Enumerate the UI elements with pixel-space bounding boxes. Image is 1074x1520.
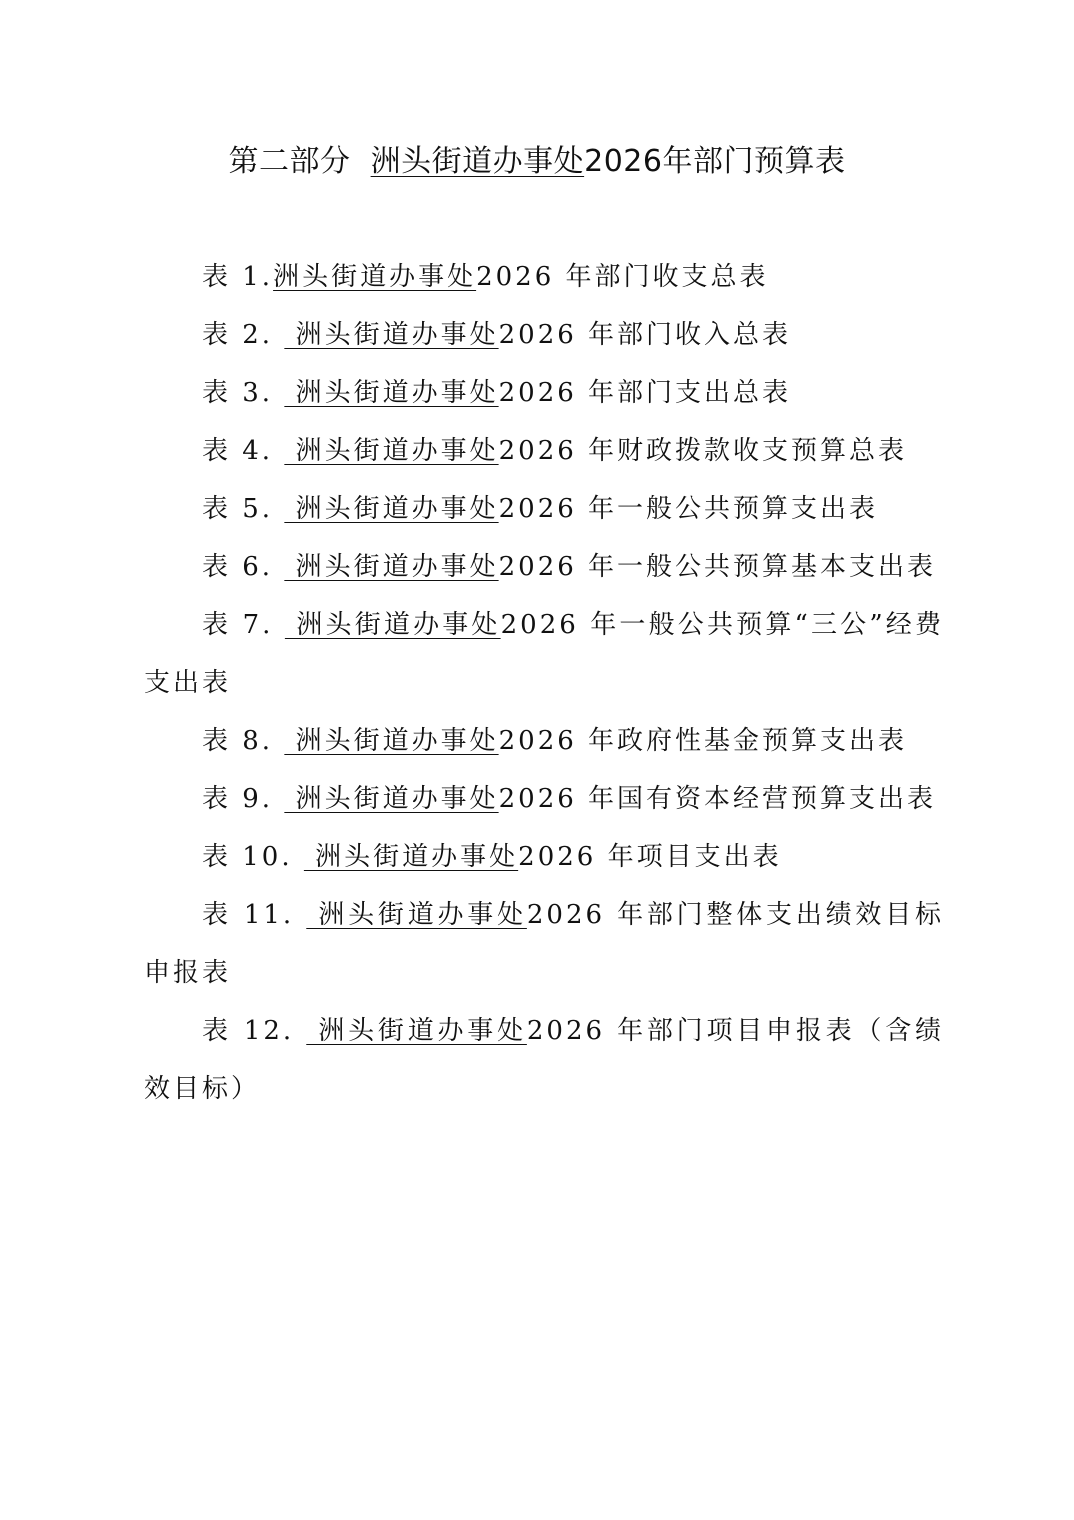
table-title: 2026 年部门支出总表 [498, 378, 792, 408]
table-number: 表 1. [202, 262, 274, 292]
table-list-item [144, 306, 944, 364]
table-org-name: 洲头街道办事处 [284, 378, 499, 408]
table-org-name: 洲头街道办事处 [284, 552, 499, 582]
table-title: 2026 年财政拨款收支预算总表 [498, 436, 908, 466]
table-list-item [144, 480, 944, 538]
table-number: 表 4. [202, 436, 285, 466]
table-list-item [144, 1002, 944, 1118]
table-number: 表 5. [202, 494, 285, 524]
table-org-name: 洲头街道办事处 [306, 1016, 527, 1046]
table-title: 2026 年部门项目申报表（含绩效目标） [144, 1016, 945, 1104]
table-number: 表 9. [202, 784, 285, 814]
table-number: 表 10. [202, 842, 304, 872]
table-number: 表 3. [202, 378, 285, 408]
table-list-item [144, 712, 944, 770]
title-prefix: 第二部分 [228, 144, 371, 179]
table-title: 2026 年部门整体支出绩效目标申报表 [144, 900, 945, 988]
table-org-name: 洲头街道办事处 [284, 784, 499, 814]
table-number: 表 12. [202, 1016, 307, 1046]
table-org-name: 洲头街道办事处 [303, 842, 519, 872]
table-title: 2026 年一般公共预算“三公”经费支出表 [144, 610, 944, 698]
table-list-item [144, 538, 944, 596]
table-number: 表 6. [202, 552, 285, 582]
table-list-item [144, 422, 944, 480]
table-org-name: 洲头街道办事处 [273, 262, 477, 292]
table-title: 2026 年一般公共预算支出表 [498, 494, 879, 524]
table-org-name: 洲头街道办事处 [284, 320, 499, 350]
table-title: 2026 年国有资本经营预算支出表 [498, 784, 937, 814]
table-list-item [144, 770, 944, 828]
table-number: 表 2. [202, 320, 285, 350]
table-title: 2026 年部门收入总表 [498, 320, 792, 350]
title-suffix: 2026年部门预算表 [584, 144, 846, 179]
table-title: 2026 年政府性基金预算支出表 [498, 726, 908, 756]
table-list-item [144, 364, 944, 422]
table-org-name: 洲头街道办事处 [284, 610, 501, 640]
table-org-name: 洲头街道办事处 [284, 494, 499, 524]
page-title [0, 140, 1074, 184]
table-list-item [144, 248, 944, 306]
table-list-item [144, 828, 944, 886]
table-title: 2026 年一般公共预算基本支出表 [498, 552, 937, 582]
table-org-name: 洲头街道办事处 [284, 436, 499, 466]
table-title: 2026 年项目支出表 [518, 842, 782, 872]
table-org-name: 洲头街道办事处 [284, 726, 499, 756]
table-org-name: 洲头街道办事处 [306, 900, 527, 930]
table-number: 表 7. [202, 610, 285, 640]
title-org-name: 洲头街道办事处 [370, 144, 585, 179]
table-list-item [144, 886, 944, 1002]
table-number: 表 11. [202, 900, 307, 930]
table-number: 表 8. [202, 726, 285, 756]
table-list [144, 248, 944, 1118]
table-list-item [144, 596, 944, 712]
table-title: 2026 年部门收支总表 [476, 262, 769, 292]
